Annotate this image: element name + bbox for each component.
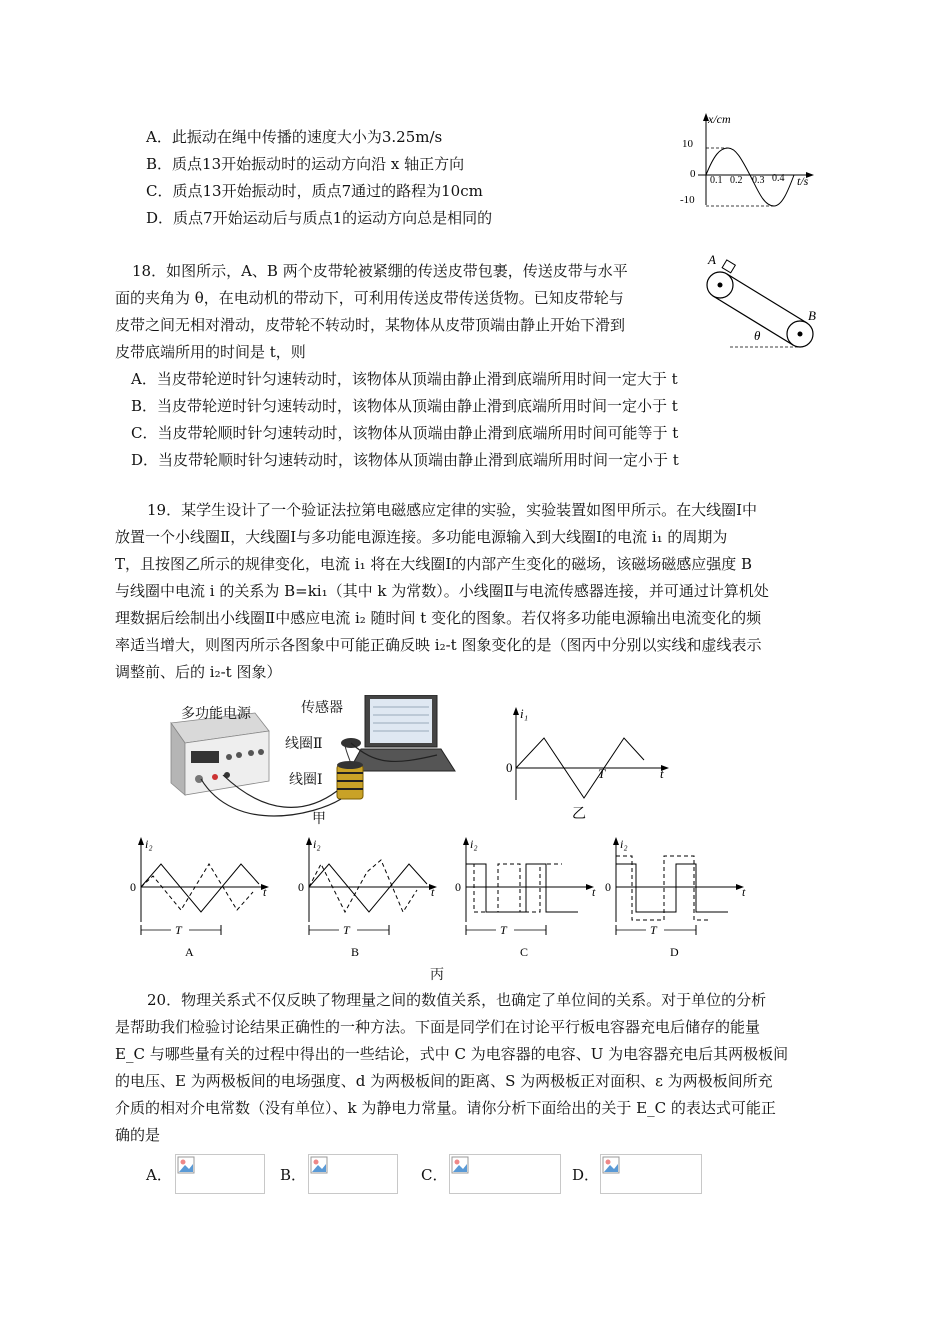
graph-bing-a <box>125 832 285 962</box>
graph-b-caption: B <box>351 945 360 959</box>
graph-d-origin: 0 <box>605 880 611 894</box>
graph-b-period: T <box>343 923 350 937</box>
q20-stem-line-1: 20．物理关系式不仅反映了物理量之间的数值关系，也确定了单位间的关系。对于单位的分析 <box>147 991 767 1009</box>
q18-option-d: D．当皮带轮顺时针匀速转动时，该物体从顶端由静止滑到底端所用时间一定小于 t <box>131 451 679 469</box>
q18-stem-line-1: 18．如图所示，A、B 两个皮带轮被紧绷的传送皮带包裹，传送皮带与水平 <box>132 262 628 280</box>
graph-c-caption: C <box>520 945 529 959</box>
graph-yi-origin: 0 <box>506 760 513 775</box>
q19-stem-line-3: T，且按图乙所示的规律变化，电流 i₁ 将在大线圈Ⅰ的内部产生变化的磁场，该磁场磁感应强度 B <box>115 555 753 573</box>
q19-stem-line-5: 理数据后绘制出小线圈Ⅱ中感应电流 i₂ 随时间 t 变化的图象。若仅将多功能电源输出电流变化的频 <box>115 609 762 627</box>
graph-d-period: T <box>650 923 657 937</box>
q20-option-b-formula-image[interactable] <box>308 1154 398 1194</box>
broken-image-icon <box>451 1156 469 1174</box>
q19-stem-line-4: 与线圈中电流 i 的关系为 B=ki₁（其中 k 为常数）。小线圈Ⅱ与电流传感器连接，并可通过计算机处 <box>115 582 769 600</box>
q17-option-c: C．质点13开始振动时，质点7通过的路程为10cm <box>146 182 483 200</box>
q20-option-a-formula-image[interactable] <box>175 1154 265 1194</box>
q17-y-label: x/cm <box>708 112 731 126</box>
graph-c-x-label: t <box>592 885 596 899</box>
q17-vibration-graph <box>670 105 830 220</box>
graph-d-caption: D <box>670 945 679 959</box>
q20-option-d-label: D． <box>572 1166 600 1184</box>
q17-x-label: t/s <box>797 174 809 188</box>
graph-b-y-label: i₂ <box>313 837 321 851</box>
q20-stem-line-4: 的电压、E 为两极板间的电场强度、d 为两极板间的距离、S 为两极板正对面积、ε 为两极板间所充 <box>115 1072 773 1090</box>
q18-stem-line-4: 皮带底端所用的时间是 t，则 <box>115 343 306 361</box>
q17-y-tick-neg10: -10 <box>680 194 695 206</box>
sensor-label: 传感器 <box>301 700 343 716</box>
q18-conveyor-figure <box>700 250 825 355</box>
graph-c-origin: 0 <box>455 880 461 894</box>
graph-a-x-label: t <box>263 885 267 899</box>
graph-a-caption: A <box>185 945 194 959</box>
q17-y-tick-10: 10 <box>682 138 693 150</box>
cargo-block <box>722 260 735 273</box>
broken-image-icon <box>310 1156 328 1174</box>
q19-stem-line-1: 19．某学生设计了一个验证法拉第电磁感应定律的实验，实验装置如图甲所示。在大线圈Ⅰ中 <box>147 501 758 519</box>
q19-stem-line-6: 率适当增大，则图丙所示各图象中可能正确反映 i₂-t 图象变化的是（图丙中分别以实线和虚线表示 <box>115 636 762 654</box>
q18-option-c: C．当皮带轮顺时针匀速转动时，该物体从顶端由静止滑到底端所用时间可能等于 t <box>131 424 679 442</box>
figure-jia-caption: 甲 <box>312 811 326 827</box>
q17-x-tick-2: 0.2 <box>730 175 743 186</box>
graph-bing-c <box>450 832 610 962</box>
graph-b-x-label: t <box>431 885 435 899</box>
q20-option-b-label: B． <box>280 1166 307 1184</box>
power-supply-label: 多功能电源 <box>181 706 251 722</box>
graph-d-x-label: t <box>742 885 746 899</box>
q18-option-b: B．当皮带轮逆时针匀速转动时，该物体从顶端由静止滑到底端所用时间一定小于 t <box>131 397 678 415</box>
graph-a-period: T <box>175 923 182 937</box>
figure-bing-caption: 丙 <box>430 967 444 983</box>
q19-stem-line-7: 调整前、后的 i₂-t 图象） <box>115 663 282 681</box>
graph-c-y-label: i₂ <box>470 837 478 851</box>
angle-theta-label: θ <box>754 328 761 343</box>
q17-x-tick-1: 0.1 <box>710 175 723 186</box>
q20-option-c-label: C． <box>421 1166 448 1184</box>
q17-x-tick-3: 0.3 <box>752 175 765 186</box>
graph-yi-x-label: t <box>660 766 664 781</box>
graph-a-y-label: i₂ <box>145 837 153 851</box>
q20-option-c-formula-image[interactable] <box>449 1154 561 1194</box>
q18-option-a: A．当皮带轮逆时针匀速转动时，该物体从顶端由静止滑到底端所用时间一定大于 t <box>131 370 678 388</box>
q17-option-b: B．质点13开始振动时的运动方向沿 x 轴正方向 <box>146 155 465 173</box>
q20-stem-line-3: E_C 与哪些量有关的过程中得出的一些结论，式中 C 为电容器的电容、U 为电容器充电后其两极板间 <box>115 1045 789 1063</box>
coil-2-label: 线圈Ⅱ <box>285 736 323 752</box>
q17-option-a: A．此振动在绳中传播的速度大小为3.25m/s <box>146 128 443 146</box>
q17-y-tick-0: 0 <box>690 168 696 180</box>
q20-stem-line-2: 是帮助我们检验讨论结果正确性的一种方法。下面是同学们在讨论平行板电容器充电后储存的能量 <box>115 1018 761 1036</box>
q20-option-a-label: A． <box>146 1166 172 1184</box>
graph-yi-y-label: i₁ <box>520 706 529 721</box>
graph-bing-b <box>293 832 453 962</box>
q20-stem-line-6: 确的是 <box>115 1126 161 1144</box>
apparatus-figure <box>165 695 465 830</box>
q18-stem-line-2: 面的夹角为 θ，在电动机的带动下，可利用传送皮带传送货物。已知皮带轮与 <box>115 289 624 307</box>
graph-c-period: T <box>500 923 507 937</box>
broken-image-icon <box>177 1156 195 1174</box>
graph-b-origin: 0 <box>298 880 304 894</box>
graph-d-y-label: i₂ <box>620 837 628 851</box>
graph-bing-d <box>600 832 760 962</box>
q20-stem-line-5: 介质的相对介电常数（没有单位）、k 为静电力常量。请你分析下面给出的关于 E_C 的表达式可能正 <box>115 1099 776 1117</box>
coil-1-label: 线圈Ⅰ <box>289 772 323 788</box>
q17-option-d: D．质点7开始运动后与质点1的运动方向总是相同的 <box>146 209 493 227</box>
pulley-a-label: A <box>708 252 716 267</box>
graph-yi <box>500 700 680 822</box>
graph-yi-caption: 乙 <box>572 807 586 822</box>
q17-x-tick-4: 0.4 <box>772 173 785 184</box>
graph-yi-period: T <box>598 766 606 781</box>
pulley-b-label: B <box>808 308 816 323</box>
graph-a-origin: 0 <box>130 880 136 894</box>
q18-stem-line-3: 皮带之间无相对滑动，皮带轮不转动时，某物体从皮带顶端由静止开始下滑到 <box>115 316 626 334</box>
q20-option-d-formula-image[interactable] <box>600 1154 702 1194</box>
q19-stem-line-2: 放置一个小线圈Ⅱ，大线圈Ⅰ与多功能电源连接。多功能电源输入到大线圈Ⅰ的电流 i₁ 的周期为 <box>115 528 728 546</box>
broken-image-icon <box>602 1156 620 1174</box>
